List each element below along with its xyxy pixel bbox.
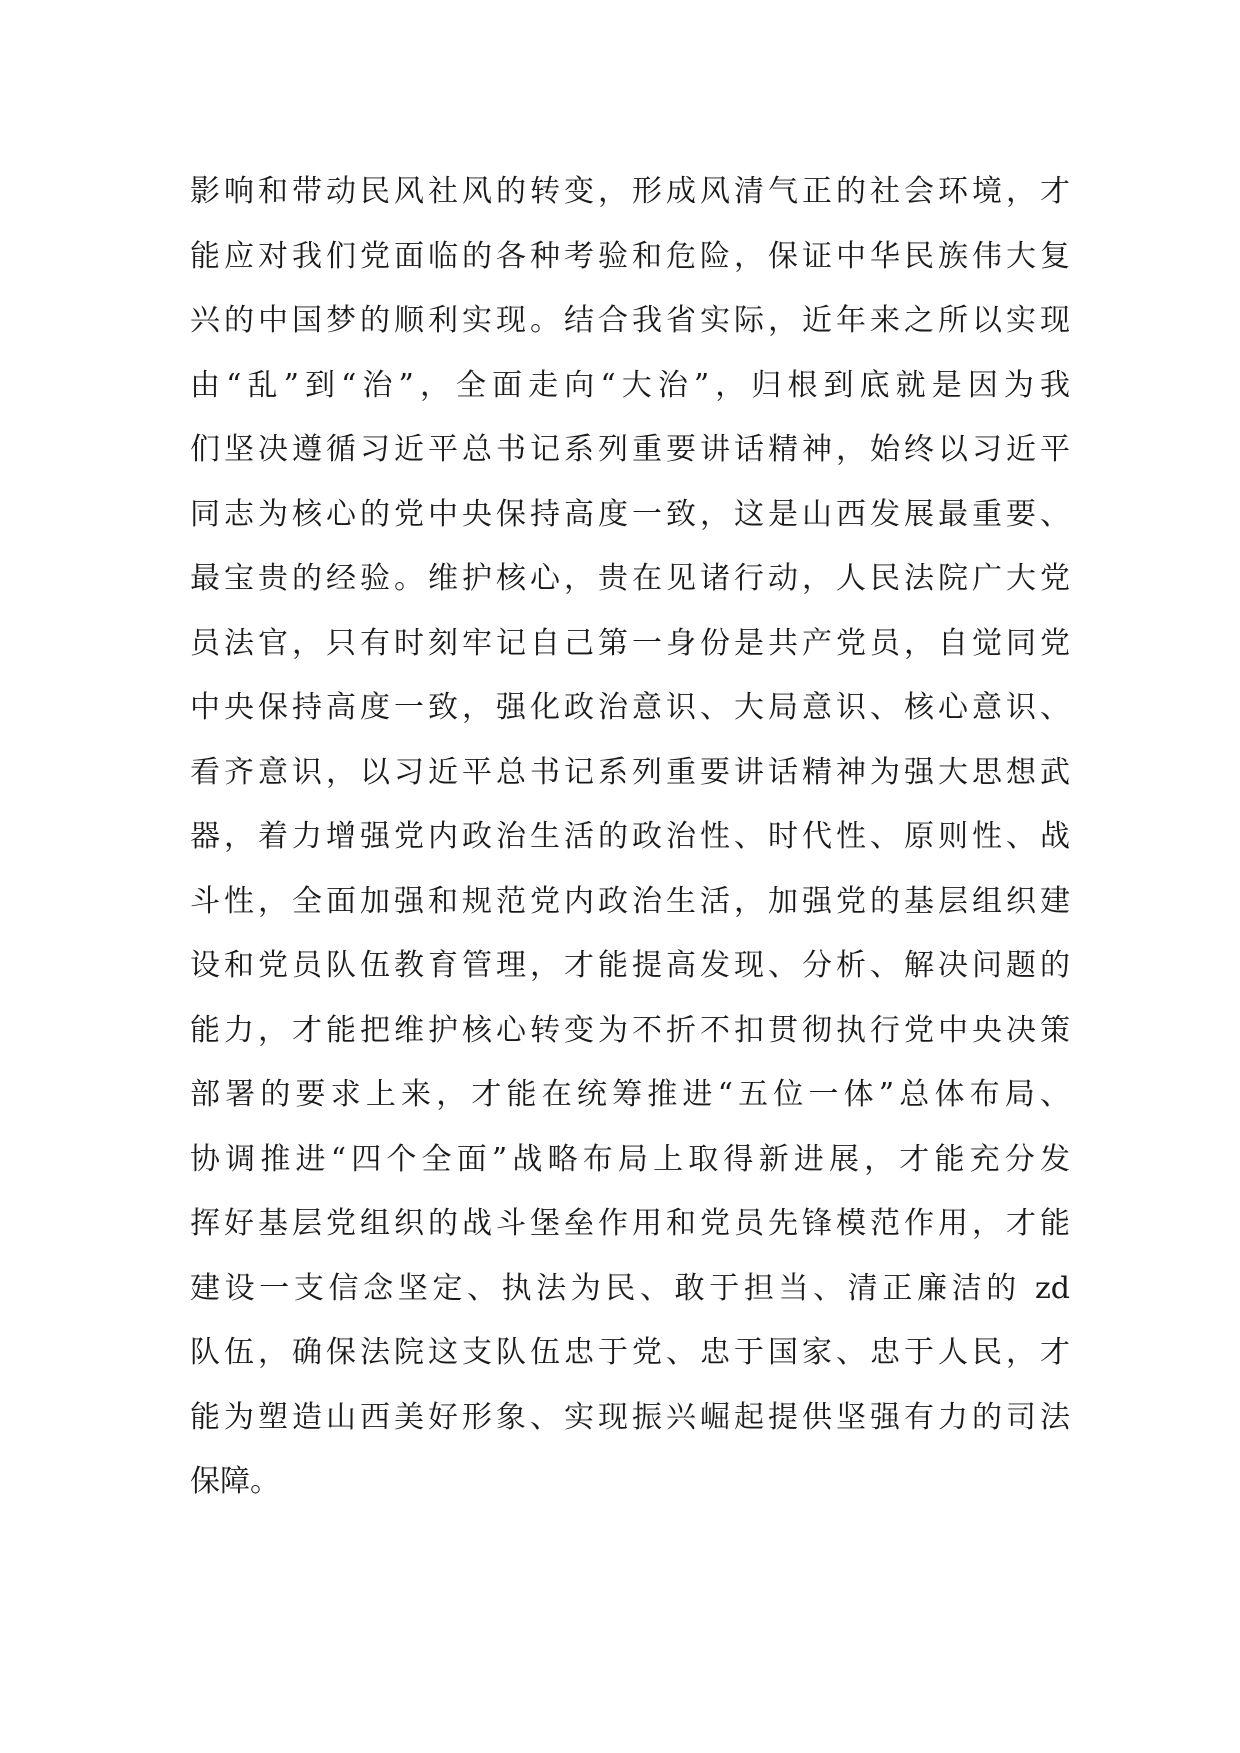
text-line: 部署的要求上来，才能在统筹推进“五位一体”总体布局、 — [190, 1077, 1070, 1112]
text-line: 协调推进“四个全面”战略布局上取得新进展，才能充分发 — [190, 1141, 1070, 1177]
text-line: 器，着力增强党内政治生活的政治性、时代性、原则性、战 — [190, 819, 1070, 854]
text-line: 斗性，全面加强和规范党内政治生活，加强党的基层组织建 — [190, 883, 1070, 919]
text-line: 能为塑造山西美好形象、实现振兴崛起提供坚强有力的司法 — [190, 1399, 1070, 1435]
text-line: 能应对我们党面临的各种考验和危险，保证中华民族伟大复 — [190, 238, 1070, 274]
text-line: 们坚决遵循习近平总书记系列重要讲话精神，始终以习近平 — [190, 432, 1070, 467]
text-line: 最宝贵的经验。维护核心，贵在见诸行动，人民法院广大党 — [190, 561, 1070, 596]
text-line: 同志为核心的党中央保持高度一致，这是山西发展最重要、 — [190, 496, 1070, 532]
text-line: 员法官，只有时刻牢记自己第一身份是共产党员，自觉同党 — [190, 625, 1070, 661]
text-line: 挥好基层党组织的战斗堡垒作用和党员先锋模范作用，才能 — [190, 1206, 1070, 1241]
text-line: 建设一支信念坚定、执法为民、敢于担当、清正廉洁的 zd — [190, 1270, 1070, 1306]
text-line: 影响和带动民风社风的转变，形成风清气正的社会环境，才 — [190, 174, 1070, 209]
text-line: 兴的中国梦的顺利实现。结合我省实际，近年来之所以实现 — [190, 303, 1070, 338]
text-line: 看齐意识，以习近平总书记系列重要讲话精神为强大思想武 — [190, 754, 1070, 790]
text-line: 中央保持高度一致，强化政治意识、大局意识、核心意识、 — [190, 690, 1070, 725]
text-line: 能力，才能把维护核心转变为不折不扣贯彻执行党中央决策 — [190, 1012, 1070, 1048]
body-paragraph — [190, 160, 1070, 1515]
text-line: 设和党员队伍教育管理，才能提高发现、分析、解决问题的 — [190, 948, 1070, 983]
text-line: 由“乱”到“治”，全面走向“大治”，归根到底就是因为我 — [190, 367, 1070, 403]
text-line: 队伍，确保法院这支队伍忠于党、忠于国家、忠于人民，才 — [190, 1335, 1070, 1370]
text-line: 保障。 — [190, 1464, 280, 1499]
